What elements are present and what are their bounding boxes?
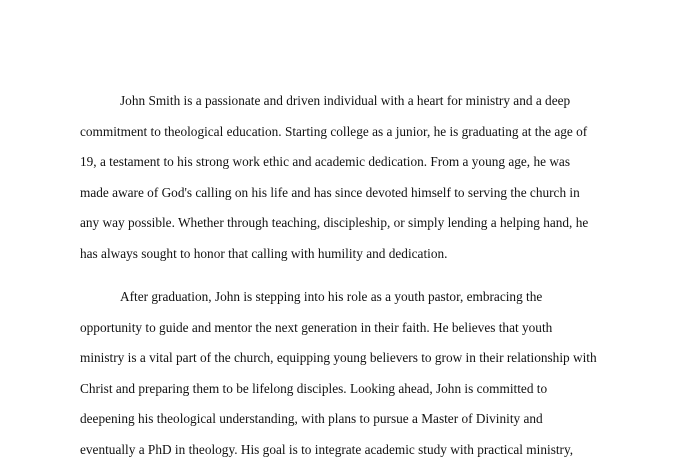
paragraph-1-line-5: any way possible. Whether through teaching, discipleship, or simply lending a helping hand, he bbox=[80, 215, 589, 231]
paragraph-2-line-4: Christ and preparing them to be lifelong disciples. Looking ahead, John is committed to bbox=[80, 380, 548, 396]
paragraph-1-line-1: John Smith is a passionate and driven individual with a heart for ministry and a deep bbox=[120, 93, 571, 108]
paragraph-1-line-6: has always sought to honor that calling with humility and dedication. bbox=[80, 245, 448, 261]
paragraph-1-line-2: commitment to theological education. Starting college as a junior, he is graduating at the age of bbox=[80, 123, 588, 139]
paragraph-2-line-2: opportunity to guide and mentor the next generation in their faith. He believes that youth bbox=[80, 319, 553, 335]
paragraph-2-line-5: deepening his theological understanding, with plans to pursue a Master of Divinity and bbox=[80, 411, 543, 427]
paragraph-1-line-3: 19, a testament to his strong work ethic and academic dedication. From a young age, he was bbox=[80, 154, 570, 170]
paragraph-2-line-6: eventually a PhD in theology. His goal is to integrate academic study with practical ministry, bbox=[80, 441, 574, 457]
paragraph-2 bbox=[80, 282, 620, 459]
paragraph-2-line-3: ministry is a vital part of the church, equipping young believers to grow in their relationship with bbox=[80, 350, 597, 366]
paragraph-1 bbox=[80, 86, 620, 270]
paragraph-2-line-1: After graduation, John is stepping into his role as a youth pastor, embracing the bbox=[120, 289, 543, 304]
paragraph-1-line-4: made aware of God's calling on his life and has since devoted himself to serving the church in bbox=[80, 184, 580, 200]
